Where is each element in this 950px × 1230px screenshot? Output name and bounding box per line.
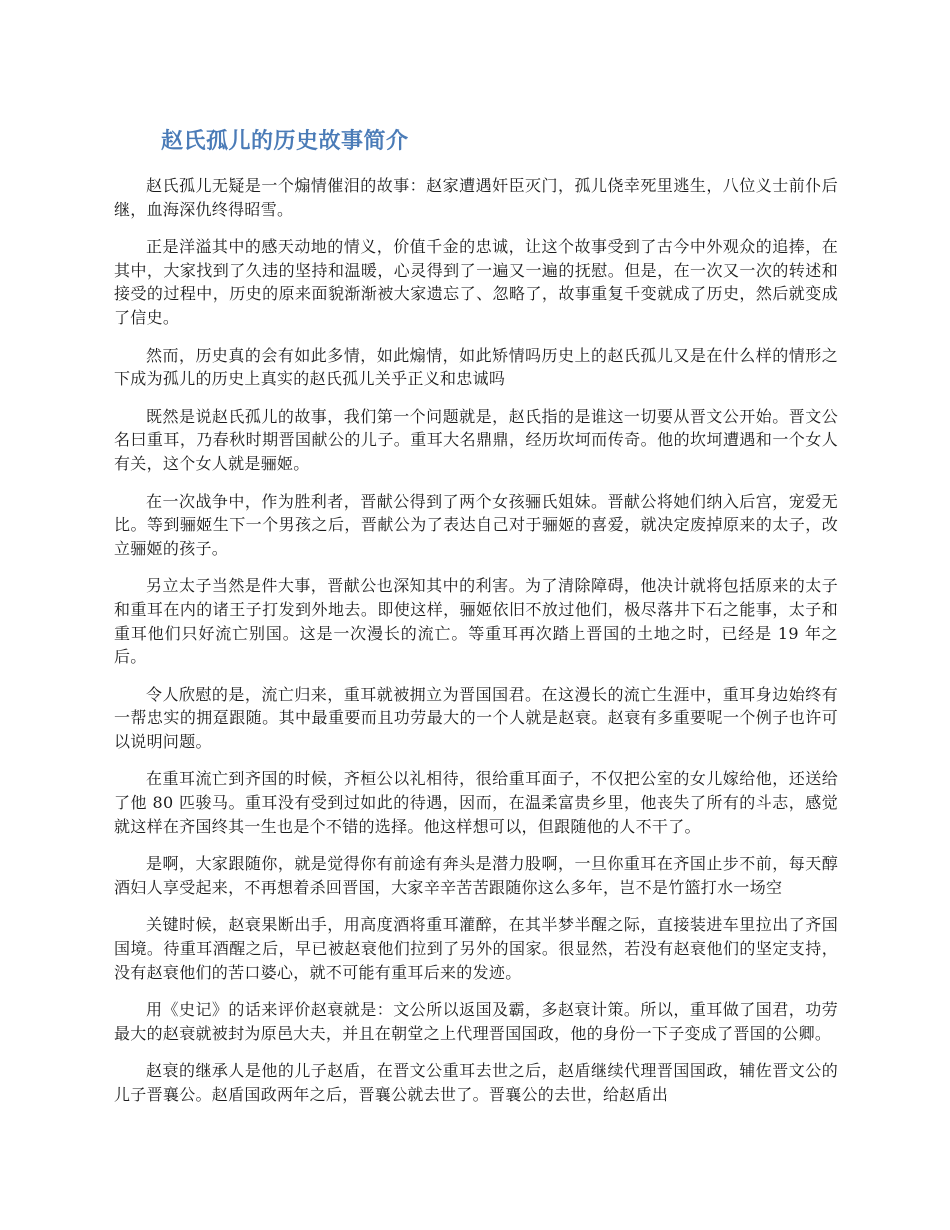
paragraph-8: 在重耳流亡到齐国的时候，齐桓公以礼相待，很给重耳面子，不仅把公室的女儿嫁给他，还送给了他 80 匹骏马。重耳没有受到过如此的待遇，因而，在温柔富贵乡里，他丧失了所有的斗志，感觉就这样在齐国终其一生也是个不错的选择。他这样想可以，但跟随他的人不干了。 bbox=[114, 769, 838, 836]
paragraph-7: 令人欣慰的是，流亡归来，重耳就被拥立为晋国国君。在这漫长的流亡生涯中，重耳身边始终有一帮忠实的拥趸跟随。其中最重要而且功劳最大的一个人就是赵衰。赵衰有多重要呢一个例子也许可以说明问题。 bbox=[114, 684, 838, 751]
paragraph-12: 赵衰的继承人是他的儿子赵盾，在晋文公重耳去世之后，赵盾继续代理晋国国政，辅佐晋文公的儿子晋襄公。赵盾国政两年之后，晋襄公就去世了。晋襄公的去世，给赵盾出 bbox=[114, 1061, 838, 1104]
paragraph-3: 然而，历史真的会有如此多情，如此煽情，如此矫情吗历史上的赵氏孤儿又是在什么样的情形之下成为孤儿的历史上真实的赵氏孤儿关乎正义和忠诚吗 bbox=[114, 345, 838, 389]
document-title: 赵氏孤儿的历史故事简介 bbox=[161, 129, 409, 154]
paragraph-4: 既然是说赵氏孤儿的故事，我们第一个问题就是，赵氏指的是谁这一切要从晋文公开始。晋文公名曰重耳，乃春秋时期晋国献公的儿子。重耳大名鼎鼎，经历坎坷而传奇。他的坎坷遭遇和一个女人有关，这个女人就是骊姬。 bbox=[114, 406, 838, 473]
paragraph-2: 正是洋溢其中的感天动地的情义，价值千金的忠诚，让这个故事受到了古今中外观众的追捧，在其中，大家找到了久违的坚持和温暖，心灵得到了一遍又一遍的抚慰。但是，在一次又一次的转述和接受的过程中，历史的原来面貌渐渐被大家遗忘了、忽略了，故事重复千变就成了历史，然后就变成了信史。 bbox=[114, 237, 838, 327]
document-page bbox=[114, 122, 838, 1121]
paragraph-1: 赵氏孤儿无疑是一个煽情催泪的故事：赵家遭遇奸臣灭门，孤儿侥幸死里逃生，八位义士前仆后继，血海深仇终得昭雪。 bbox=[114, 176, 838, 219]
paragraph-6: 另立太子当然是件大事，晋献公也深知其中的利害。为了清除障碍，他决计就将包括原来的太子和重耳在内的诸王子打发到外地去。即使这样，骊姬依旧不放过他们，极尽落井下石之能事，太子和重耳他们只好流亡别国。这是一次漫长的流亡。等重耳再次踏上晋国的土地之时，已经是 19 年之后。 bbox=[114, 576, 838, 667]
paragraph-9: 是啊，大家跟随你，就是觉得你有前途有奔头是潜力股啊，一旦你重耳在齐国止步不前，每天醇酒妇人享受起来，不再想着杀回晋国，大家辛辛苦苦跟随你这么多年，岂不是竹篮打水一场空 bbox=[114, 854, 838, 897]
paragraph-5: 在一次战争中，作为胜利者，晋献公得到了两个女孩骊氏姐妹。晋献公将她们纳入后宫，宠爱无比。等到骊姬生下一个男孩之后，晋献公为了表达自己对于骊姬的喜爱，就决定废掉原来的太子，改立骊姬的孩子。 bbox=[114, 491, 838, 558]
paragraph-11: 用《史记》的话来评价赵衰就是：文公所以返国及霸，多赵衰计策。所以，重耳做了国君，功劳最大的赵衰就被封为原邑大夫，并且在朝堂之上代理晋国国政，他的身份一下子变成了晋国的公卿。 bbox=[114, 1000, 838, 1043]
paragraph-10: 关键时候，赵衰果断出手，用高度酒将重耳灌醉，在其半梦半醒之际，直接装进车里拉出了齐国国境。待重耳酒醒之后，早已被赵衰他们拉到了另外的国家。很显然，若没有赵衰他们的坚定支持，没有赵衰他们的苦口婆心，就不可能有重耳后来的发迹。 bbox=[114, 915, 838, 982]
